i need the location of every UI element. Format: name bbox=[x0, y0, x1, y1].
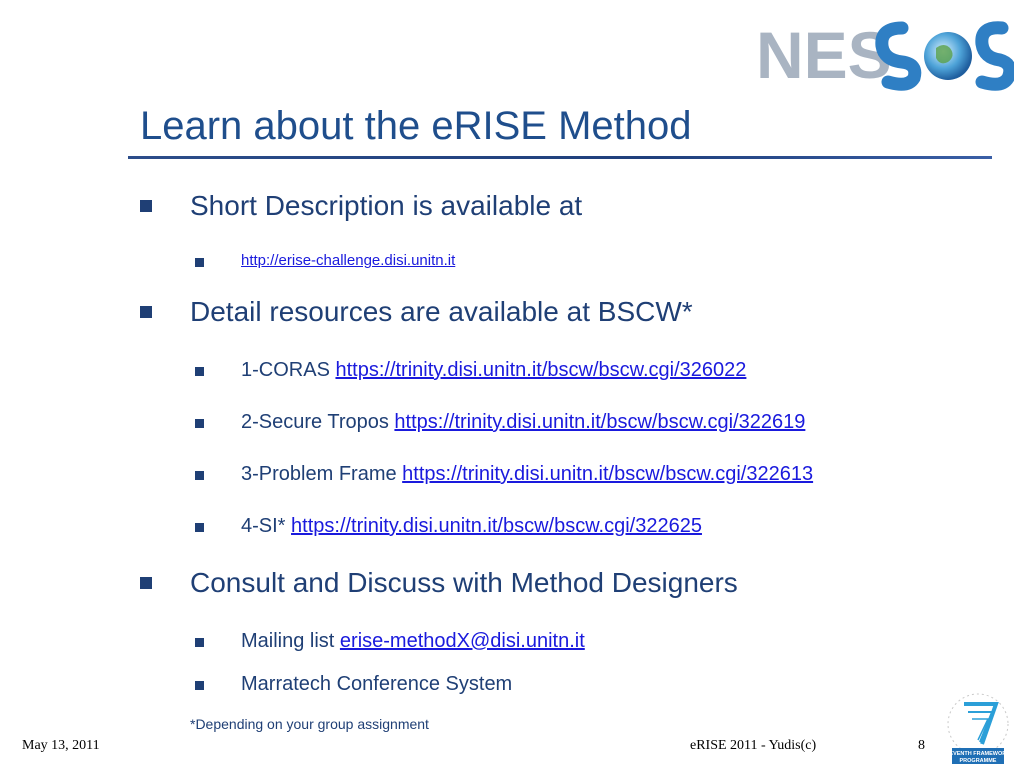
svg-text:SEVENTH FRAMEWORK: SEVENTH FRAMEWORK bbox=[945, 751, 1011, 757]
si-link[interactable]: https://trinity.disi.unitn.it/bscw/bscw.cgi/322625 bbox=[291, 515, 702, 537]
erise-challenge-link[interactable]: http://erise-challenge.disi.unitn.it bbox=[241, 252, 456, 269]
bullet-square-icon bbox=[195, 471, 204, 480]
title-divider bbox=[128, 156, 992, 159]
bullet-square-icon bbox=[195, 523, 204, 532]
bullet-square-icon bbox=[140, 306, 152, 318]
sub-bullet-prefix: 3-Problem Frame bbox=[241, 463, 403, 485]
bullet-label: Consult and Discuss with Method Designers bbox=[190, 567, 738, 598]
footer-date: May 13, 2011 bbox=[22, 738, 100, 753]
svg-text:NES: NES bbox=[756, 18, 892, 92]
sub-bullet-prefix: 1-CORAS bbox=[241, 359, 336, 381]
mailing-list-link[interactable]: erise-methodX@disi.unitn.it bbox=[339, 630, 585, 652]
footer-title: eRISE 2011 - Yudis(c) bbox=[690, 738, 817, 753]
svg-text:PROGRAMME: PROGRAMME bbox=[959, 758, 997, 764]
sub-bullet-prefix: 4-SI* bbox=[241, 515, 292, 537]
bullet-square-icon bbox=[195, 681, 204, 690]
bullet-label: Detail resources are available at BSCW* bbox=[190, 296, 693, 327]
bullet-label: Short Description is available at bbox=[190, 190, 583, 221]
coras-link[interactable]: https://trinity.disi.unitn.it/bscw/bscw.cgi/326022 bbox=[335, 359, 747, 381]
bullet-square-icon bbox=[140, 577, 152, 589]
sub-bullet-prefix: 2-Secure Tropos bbox=[241, 411, 395, 433]
fp7-logo-icon bbox=[934, 692, 1022, 766]
bullet-square-icon bbox=[140, 200, 152, 212]
page-number: 8 bbox=[918, 738, 925, 753]
sub-bullet-prefix: Mailing list bbox=[241, 630, 340, 652]
page-title: Learn about the eRISE Method bbox=[140, 104, 692, 148]
bullet-square-icon bbox=[195, 258, 204, 267]
problem-frame-link[interactable]: https://trinity.disi.unitn.it/bscw/bscw.cgi/322613 bbox=[402, 463, 814, 485]
secure-tropos-link[interactable]: https://trinity.disi.unitn.it/bscw/bscw.cgi/322619 bbox=[394, 411, 806, 433]
bullet-square-icon bbox=[195, 638, 204, 647]
sub-bullet-text: Marratech Conference System bbox=[241, 673, 513, 695]
bullet-square-icon bbox=[195, 419, 204, 428]
footnote: *Depending on your group assignment bbox=[190, 716, 429, 732]
nessos-logo-icon bbox=[752, 8, 1014, 94]
bullet-square-icon bbox=[195, 367, 204, 376]
